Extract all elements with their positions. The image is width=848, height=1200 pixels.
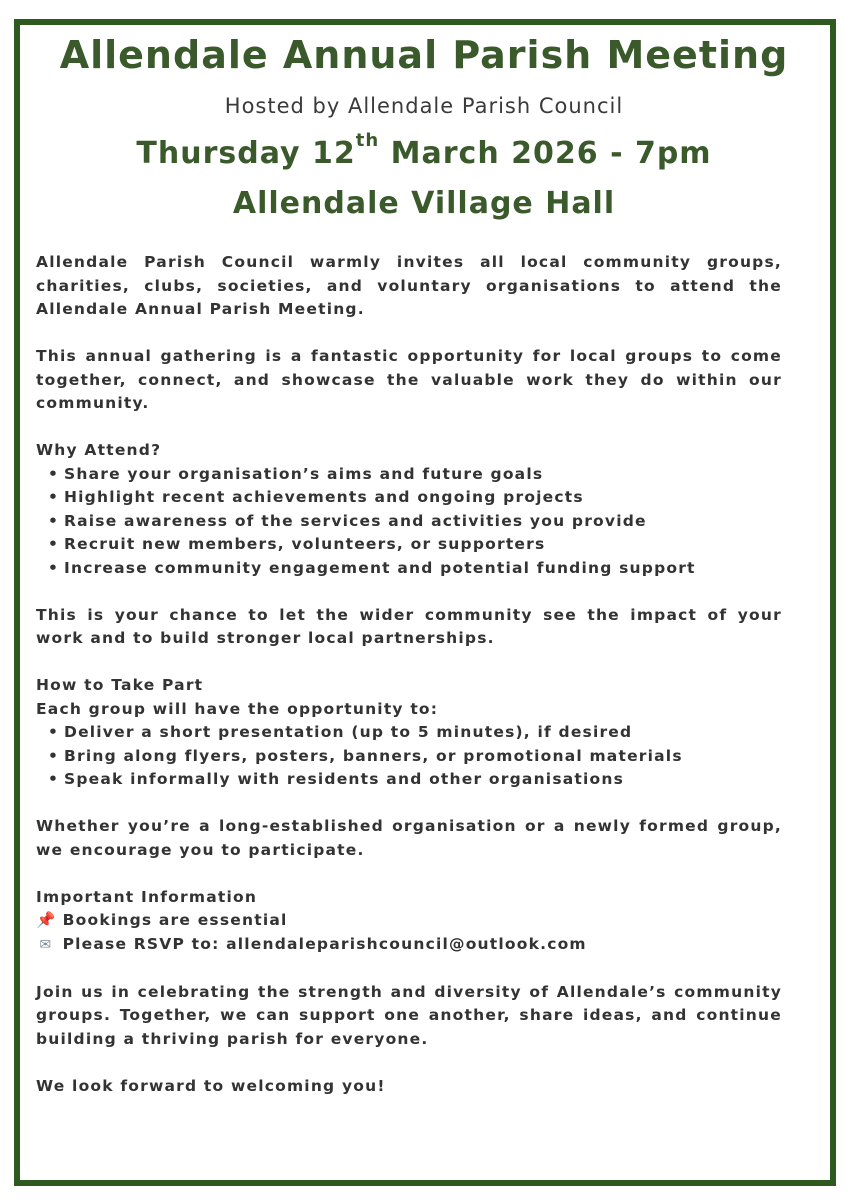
list-item-text: Share your organisation’s aims and future goals [64,464,544,483]
bullet-icon: • [48,770,60,788]
bullet-icon: • [48,746,60,765]
how-to-heading: How to Take Part [36,676,204,694]
list-item [48,721,782,745]
bullet-icon: • [48,464,60,483]
intro-paragraph-2: This annual gathering is a fantastic opportunity for local groups to come together, connect, and showcase the valuable work they do within our community. [36,347,782,412]
list-item [48,463,782,487]
list-item [48,533,782,557]
bullet-icon: • [48,511,60,530]
important-section [36,886,782,958]
list-item [48,486,782,510]
rsvp-label: Please RSVP to: [62,934,227,953]
list-item-text: Speak informally with residents and other organisations [64,770,625,788]
page-title: Allendale Annual Parish Meeting [59,33,789,77]
date-rest: March 2026 - 7pm [379,136,712,171]
why-attend-heading: Why Attend? [36,441,162,459]
how-to-lead: Each group will have the opportunity to: [36,699,439,718]
body-content [36,251,782,1122]
list-item [48,557,782,581]
important-heading: Important Information [36,887,258,906]
rsvp-email-link[interactable]: allendaleparishcouncil@outlook.com [226,934,587,953]
closing-signoff: We look forward to welcoming you! [36,1076,386,1095]
event-venue: Allendale Village Hall [232,186,616,221]
list-item-text: Recruit new members, volunteers, or supporters [64,535,546,553]
why-attend-section [36,439,782,580]
bullet-icon: • [48,488,60,506]
chance-paragraph: This is your chance to let the wider community see the impact of your work and to build stronger local partnerships. [36,605,782,647]
how-to-list [36,721,782,792]
closing-paragraph: Join us in celebrating the strength and diversity of Allendale’s community groups. Together, we can support one another, share ideas, and continue building a thriving parish for everyone. [36,982,782,1048]
date-ordinal: th [355,130,380,151]
how-to-section [36,674,782,792]
subtitle: Hosted by Allendale Parish Council [224,94,624,118]
list-item-text: Deliver a short presentation (up to 5 minutes), if desired [64,723,633,741]
event-date [0,130,848,171]
pin-icon: 📌 [36,911,57,929]
list-item [48,510,782,534]
envelope-icon: ✉ [39,936,53,953]
list-item-text: Highlight recent achievements and ongoing projects [64,488,584,506]
intro-paragraph-1: Allendale Parish Council warmly invites all local community groups, charities, clubs, societies, and voluntary organisations to attend the Allendale Annual Parish Meeting. [36,253,782,318]
list-item-text: Bring along flyers, posters, banners, or promotional materials [64,746,683,765]
why-attend-list [36,463,782,581]
bullet-icon: • [48,558,60,577]
bookings-text: Bookings are essential [62,911,288,929]
list-item [48,768,782,792]
rsvp-line [36,933,782,958]
bookings-line [36,909,782,933]
bullet-icon: • [48,723,60,741]
list-item [48,745,782,769]
date-prefix: Thursday 12 [136,136,356,171]
bullet-icon: • [48,535,60,553]
list-item-text: Increase community engagement and potential funding support [64,558,696,577]
list-item-text: Raise awareness of the services and activities you provide [64,511,647,530]
encourage-paragraph: Whether you’re a long-established organisation or a newly formed group, we encourage you to participate. [36,817,782,859]
